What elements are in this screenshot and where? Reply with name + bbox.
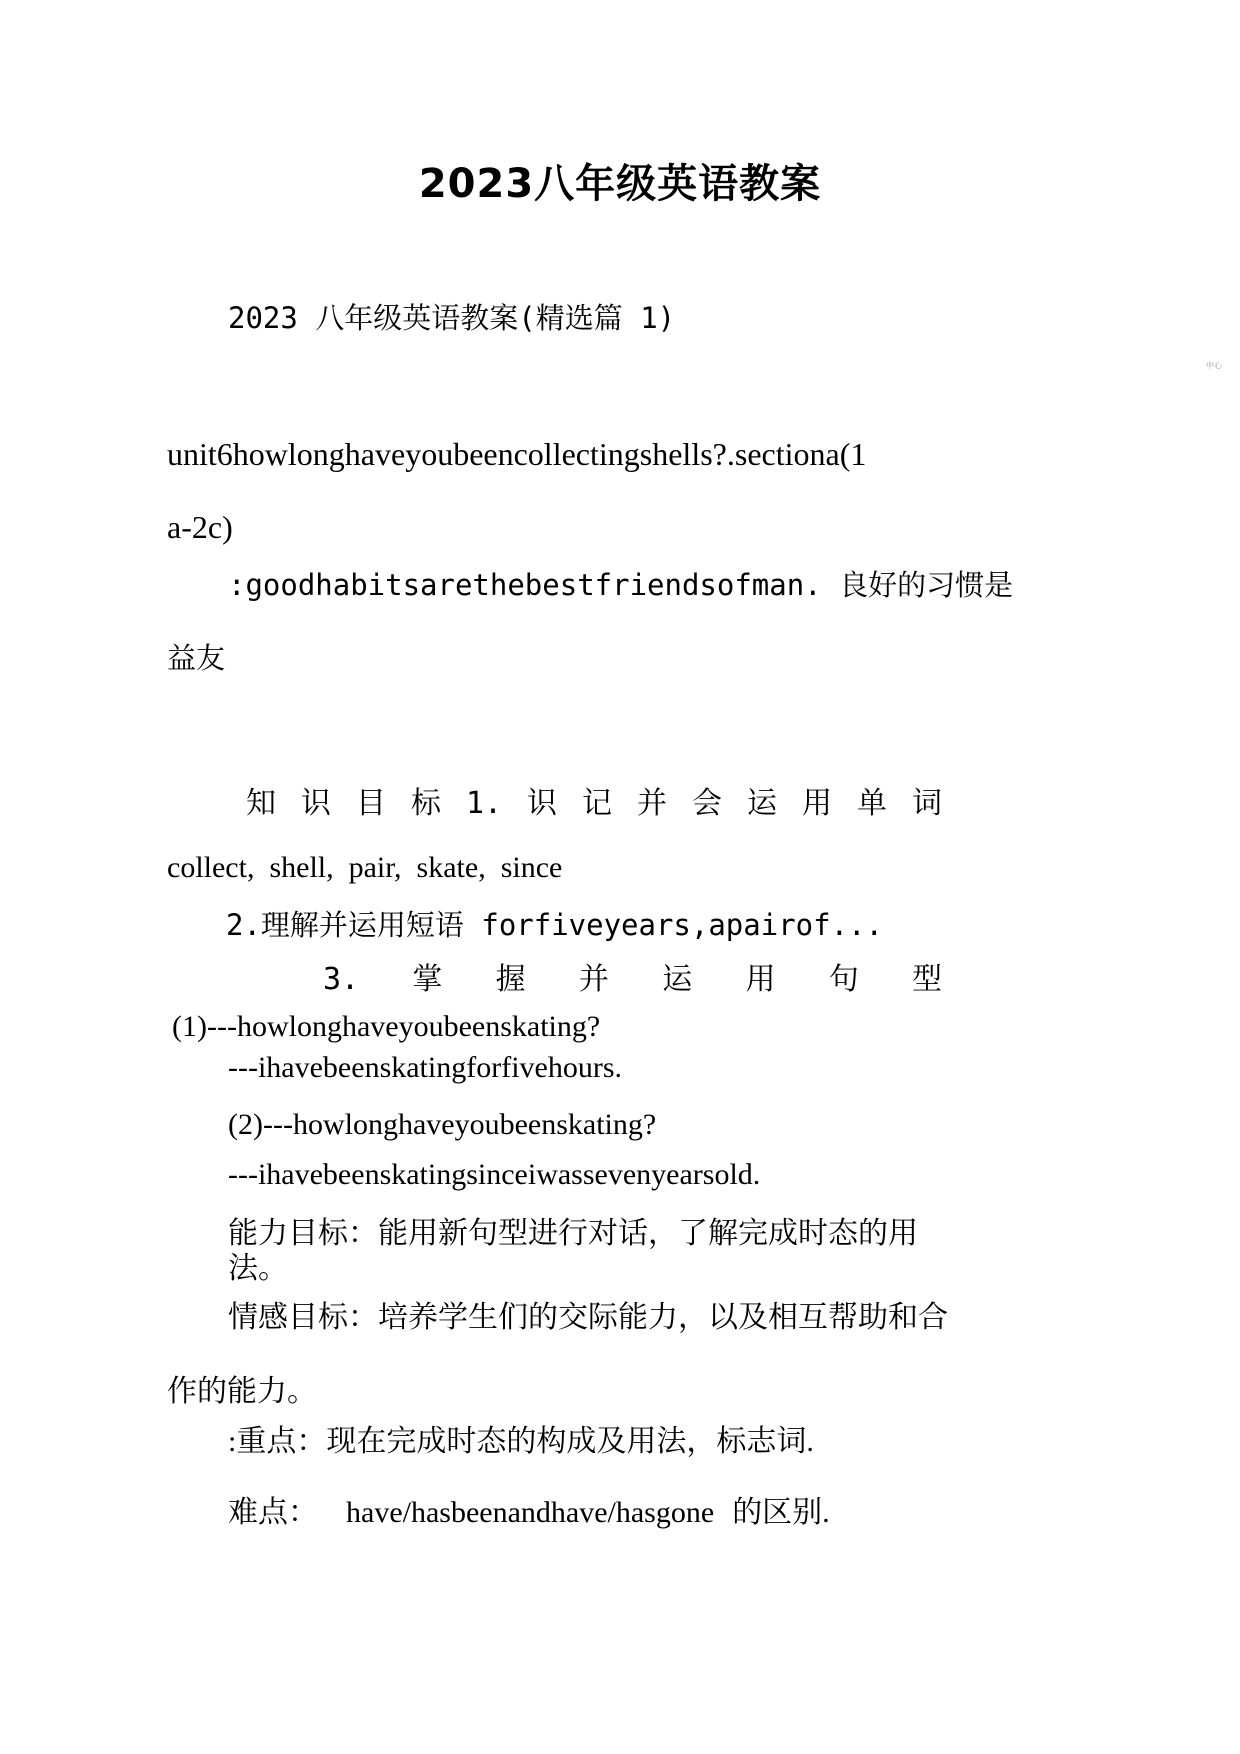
difficulty-line: [228, 1487, 830, 1531]
document-title: 2023八年级英语教案: [418, 161, 822, 207]
key-point: :重点：现在完成时态的构成及用法，标志词.: [228, 1425, 814, 1458]
spaced-char: 并: [637, 786, 668, 821]
spaced-char: 型: [911, 962, 942, 997]
motto-line-2: 益友: [167, 641, 226, 675]
knowledge-goal-line: [246, 778, 942, 822]
spaced-char: 掌: [412, 962, 443, 997]
difficulty-suffix: 的区别.: [732, 1496, 830, 1529]
spaced-char: 用: [745, 962, 776, 997]
spaced-char: 标: [410, 786, 441, 821]
phrases-line: 2.理解并运用短语 forfiveyears,apairof...: [226, 908, 883, 942]
spaced-char: 握: [495, 962, 526, 997]
spaced-char: 词: [911, 786, 942, 821]
spaced-char: 3.: [323, 962, 360, 997]
emotion-goal-line-1: 情感目标：培养学生们的交际能力，以及相互帮助和合: [228, 1301, 948, 1334]
pattern-2-answer: ---ihavebeenskatingsinceiwassevenyearsold.: [228, 1158, 761, 1191]
spaced-char: 知: [246, 786, 276, 821]
ability-goal-line-2: 法。: [228, 1252, 288, 1285]
difficulty-label: 难点：: [228, 1496, 318, 1529]
spaced-char: 识: [300, 786, 331, 821]
spaced-char: 运: [746, 786, 777, 821]
spaced-char: 识: [527, 786, 558, 821]
pattern-1-answer: ---ihavebeenskatingforfivehours.: [228, 1051, 623, 1084]
words-list: collect, shell, pair, skate, since: [167, 851, 563, 884]
spaced-char: 会: [692, 786, 722, 821]
spaced-char: 句: [828, 962, 859, 997]
margin-note: 中心: [1206, 361, 1222, 370]
spaced-char: 并: [578, 962, 609, 997]
spaced-char: 运: [662, 962, 693, 997]
motto-line-1: :goodhabitsarethebestfriendsofman. 良好的习惯是: [228, 568, 1014, 602]
difficulty-text: have/hasbeenandhave/hasgone: [346, 1496, 715, 1529]
emotion-goal-line-2: 作的能力。: [167, 1375, 317, 1408]
sentence-pattern-line: [323, 954, 942, 998]
section-heading: 2023 八年级英语教案(精选篇 1): [228, 301, 676, 335]
spaced-char: 单: [856, 786, 887, 821]
spaced-char: 目: [355, 786, 386, 821]
spaced-char: 记: [582, 786, 613, 821]
unit-line-1: unit6howlonghaveyoubeencollectingshells?.sectiona(1: [167, 436, 867, 472]
pattern-1-question: (1)---howlonghaveyoubeenskating?: [172, 1010, 601, 1043]
pattern-2-question: (2)---howlonghaveyoubeenskating?: [228, 1108, 657, 1141]
ability-goal-line-1: 能力目标：能用新句型进行对话，了解完成时态的用: [228, 1217, 918, 1250]
unit-line-2: a-2c): [167, 509, 233, 545]
spaced-char: 用: [801, 786, 832, 821]
spaced-char: 1.: [465, 786, 503, 821]
